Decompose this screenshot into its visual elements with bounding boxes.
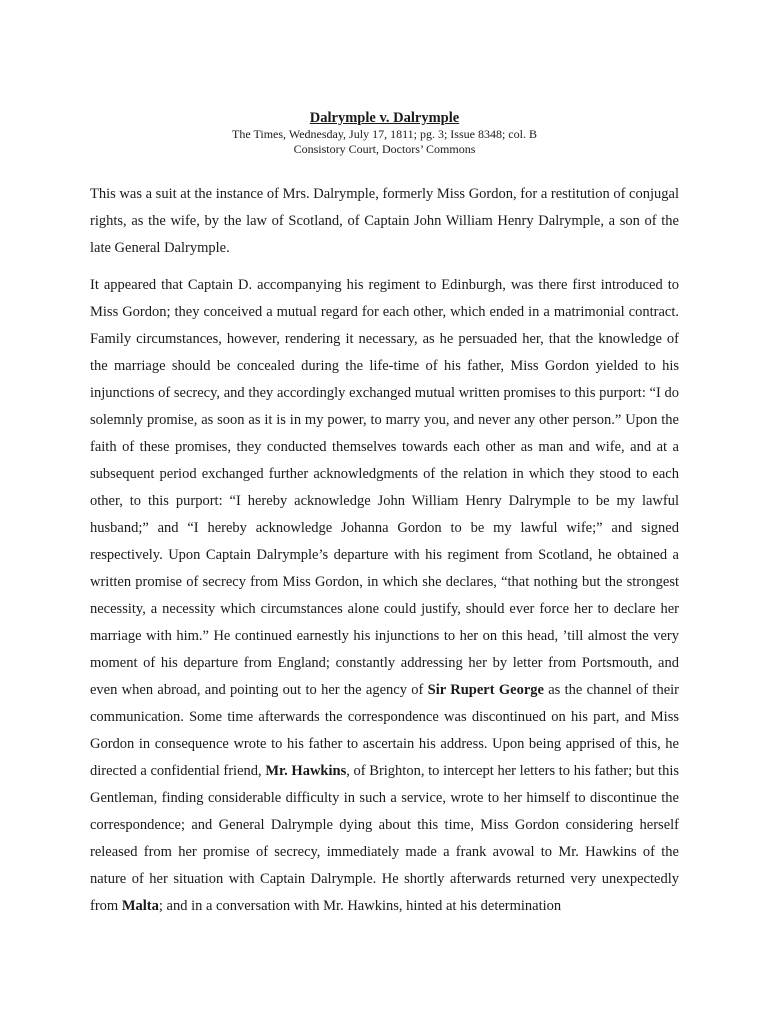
text-run: ; and in a conversation with Mr. Hawkins, hinted at his determination xyxy=(158,898,562,914)
text-run: This was a suit at the instance of Mrs. Dalrymple, formerly Miss Gordon, for a restitution of conjugal rights, as the wife, by the law of Scotland, of Captain John William Henry Dalrymple, a son of the late General Dalrymple. xyxy=(90,186,679,256)
court-name: Consistory Court, Doctors’ Commons xyxy=(293,142,476,156)
text-run: , of Brighton, to intercept her letters to his father; but this Gentleman, finding considerable difficulty in such a service, wrote to her himself to discontinue the correspondence; and General Dalrymple dying about this time, Miss Gordon considering herself released from her promise of secrecy, immediately made a frank avowal to Mr. Hawkins of the nature of her situation with Captain Dalrymple. He shortly afterwards returned very unexpectedly from xyxy=(90,763,679,914)
text-run: It appeared that Captain D. accompanying his regiment to Edinburgh, was there first introduced to Miss Gordon; they conceived a mutual regard for each other, which ended in a matrimonial contract. Family circumstances, however, rendering it necessary, as he persuaded her, that the knowledge of the marriage should be concealed during the life-time of his father, Miss Gordon yielded to his injunctions of secrecy, and they accordingly exchanged mutual written promises to this purport: “I do solemnly promise, as soon as it is in my power, to marry you, and never any other person.” Upon the faith of these promises, they conducted themselves towards each other as man and wife, and at a subsequent period exchanged further acknowledgments of the relation in which they stood to each other, to this purport: “I hereby acknowledge John William Henry Dalrymple to be my lawful husband;” and “I hereby acknowledge Johanna Gordon to be my lawful wife;” and signed respectively. Upon Captain Dalrymple’s departure with his regiment from Scotland, he obtained a written promise of secrecy from Miss Gordon, in which she declares, “that nothing but the strongest necessity, a necessity which circumstances alone could justify, should ever force her to declare her marriage with him.” He continued earnestly his injunctions to her on this head, ’till almost the very moment of his departure from England; constantly addressing her by letter from Portsmouth, and even when abroad, and pointing out to her the agency of xyxy=(90,277,679,698)
paragraph xyxy=(90,272,679,920)
document-header xyxy=(90,110,679,157)
bold-name: Malta xyxy=(121,898,159,914)
paragraph xyxy=(90,181,679,262)
bold-name: Mr. Hawkins xyxy=(265,763,347,779)
document-title: Dalrymple v. Dalrymple xyxy=(309,110,460,126)
document-page xyxy=(90,110,679,930)
document-body xyxy=(90,181,679,920)
text-run: as the channel of their communication. Some time afterwards the correspondence was discontinued on his part, and Miss Gordon in consequence wrote to his father to ascertain his address. Upon being apprised of this, he directed a confidential friend, xyxy=(90,682,679,779)
bold-name: Sir Rupert George xyxy=(427,682,544,698)
source-citation: The Times, Wednesday, July 17, 1811; pg. 3; Issue 8348; col. B xyxy=(232,127,537,141)
